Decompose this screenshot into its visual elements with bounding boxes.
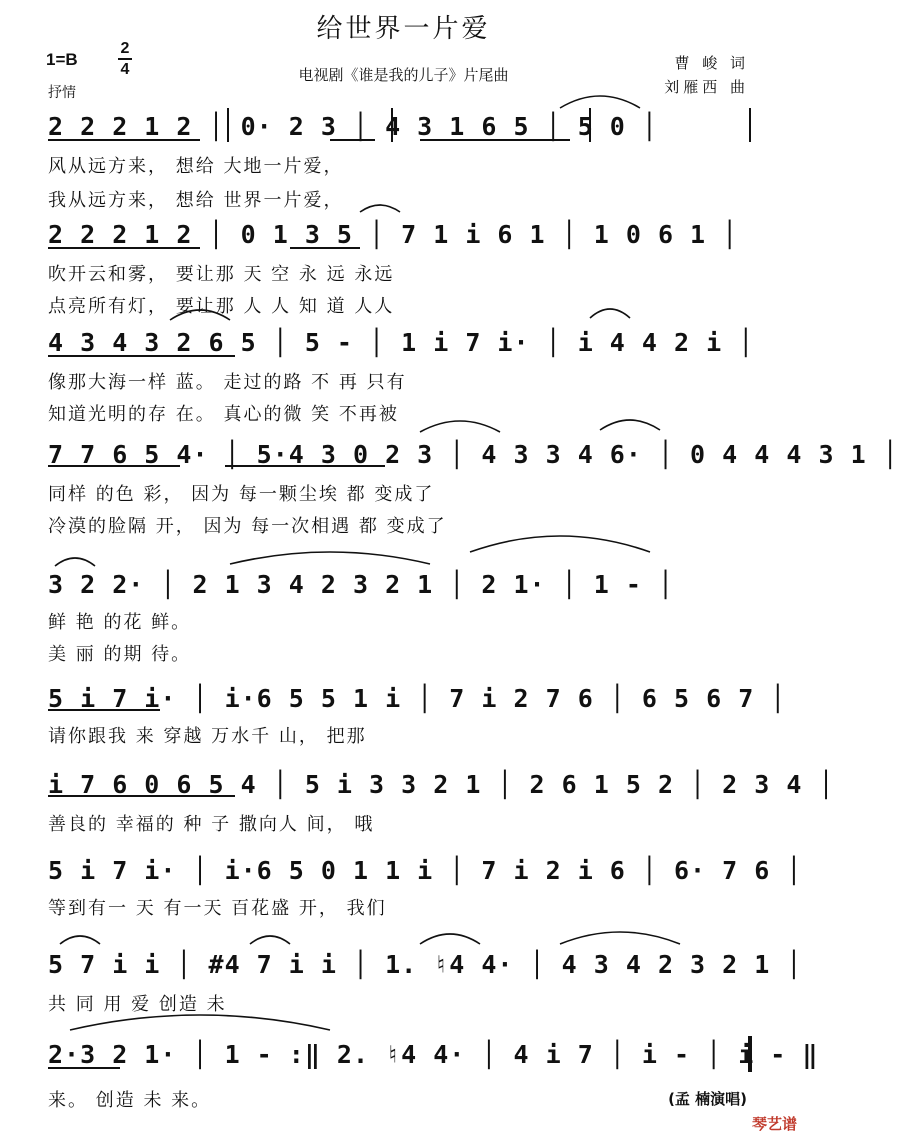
notation-line-6: 5 i 7 i· │ i·6 5 5 1 i │ 7 i 2 7 6 │ 6 5 6 7 │ [48, 684, 787, 713]
notation-line-9: 5 7 i i │ #4 7 i i │ 1. ♮4 4· │ 4 3 4 2 3 2 1 │ [48, 950, 803, 979]
lyric-line-8: 等到有一 天 有一天 百花盛 开， 我们 [48, 898, 387, 919]
lyric-line-1a: 风从远方来， 想给 大地一片爱， [48, 156, 344, 177]
notation-line-5: 3 2 2· │ 2 1 3 4 2 3 2 1 │ 2 1· │ 1 - │ [48, 570, 674, 599]
slur [170, 310, 230, 320]
slur [70, 1015, 330, 1030]
notation-line-7: i 7 6 0 6 5 4 │ 5 i 3 3 2 1 │ 2 6 1 5 2 │ 2 3 4 │ [48, 770, 835, 799]
slur [55, 558, 95, 566]
slur [590, 309, 630, 318]
time-numerator: 2 [120, 40, 130, 57]
composer-credit: 刘雁西 曲 [664, 78, 749, 96]
notation-line-4: 7 7 6 5 4· │ 5·4 3 0 2 3 │ 4 3 3 4 6· │ 0 4 4 4 3 1 │ [48, 440, 899, 469]
slur [230, 552, 430, 564]
song-title: 给世界一片爱 [316, 14, 491, 44]
notation-line-10: 2·3 2 1· │ 1 - :‖ 2. ♮4 4· │ 4 i 7 │ i - │ i - ‖ [48, 1040, 819, 1069]
lyric-line-2b: 点亮所有灯， 要让那 人 人 知 道 人人 [48, 296, 395, 317]
notation-line-2: 2 2 2 1 2 │ 0 1 3 5 │ 7 1 i 6 1 │ 1 0 6 1 │ [48, 220, 739, 249]
lyric-line-4b: 冷漠的脸隔 开， 因为 每一次相遇 都 变成了 [48, 516, 447, 537]
lyric-line-3b: 知道光明的存 在。 真心的微 笑 不再被 [48, 404, 399, 425]
site-logo: 琴艺谱 [751, 1115, 797, 1133]
lyric-line-5b: 美 丽 的期 待。 [48, 644, 192, 665]
notation-line-1: 2 2 2 1 2 │ 0· 2 3 │ 4 3 1 6 5 │ 5 0 │ [48, 112, 658, 141]
slur [470, 536, 650, 552]
lyric-line-6: 请你跟我 来 穿越 万水千 山， 把那 [48, 726, 367, 747]
lyric-line-1b: 我从远方来， 想给 世界一片爱， [48, 190, 344, 211]
lyric-line-10: 来。 创造 未 来。 [48, 1090, 212, 1111]
slur [60, 936, 100, 944]
lyric-line-2a: 吹开云和雾， 要让那 天 空 永 远 永远 [48, 264, 395, 285]
lyric-line-4a: 同样 的色 彩， 因为 每一颗尘埃 都 变成了 [48, 484, 435, 505]
slur [600, 420, 660, 430]
slur [250, 936, 290, 944]
lyric-line-7: 善良的 幸福的 种 子 撒向人 间， 哦 [48, 814, 375, 835]
lyric-line-3a: 像那大海一样 蓝。 走过的路 不 再 只有 [48, 372, 407, 393]
slur [360, 205, 400, 212]
time-denominator: 4 [120, 61, 130, 78]
key-signature: 1=B [46, 50, 78, 69]
notation-line-8: 5 i 7 i· │ i·6 5 0 1 1 i │ 7 i 2 i 6 │ 6· 7 6 │ [48, 856, 803, 885]
slur [560, 932, 680, 944]
lyricist-credit: 曹 峻 词 [674, 54, 749, 72]
subtitle: 电视剧《谁是我的儿子》片尾曲 [298, 66, 509, 84]
lyric-line-9: 共 同 用 爱 创造 未 [48, 994, 227, 1015]
slur [420, 421, 500, 432]
expression-mark: 抒情 [48, 85, 76, 101]
performer-credit: (孟 楠演唱) [668, 1090, 747, 1108]
slur [420, 934, 480, 944]
notation-line-3: 4 3 4 3 2 6 5 │ 5 - │ 1 i 7 i· │ i 4 4 2 i │ [48, 328, 755, 357]
slur [560, 96, 640, 108]
lyric-line-5a: 鲜 艳 的花 鲜。 [48, 612, 192, 633]
